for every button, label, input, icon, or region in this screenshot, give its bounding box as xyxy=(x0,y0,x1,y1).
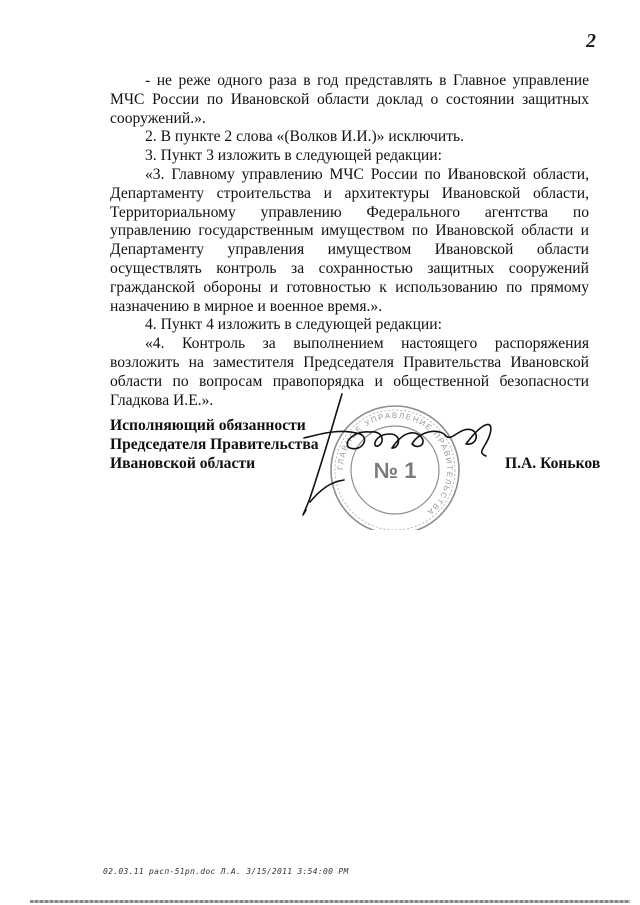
file-footer: 02.03.11 расп-51рп.doc Л.А. 3/15/2011 3:54:00 PM xyxy=(103,867,349,876)
bottom-scan-edge xyxy=(30,900,630,903)
seal-ring-text: ГЛАВНОЕ УПРАВЛЕНИЕ ПРАВИТЕЛЬСТВА xyxy=(335,410,455,518)
stamp-and-signature xyxy=(290,390,530,530)
signatory-title-line-1: Исполняющий обязанности xyxy=(110,417,306,434)
page-number: 2 xyxy=(586,30,596,52)
paragraph-6: «4. Контроль за выполнением настоящего распоряжения возложить на заместителя Председателя Правительства Ивановской области по вопросам правопорядка и общественной безопасности Гладкова И.Е.». xyxy=(110,335,589,409)
paragraph-1: - не реже одного раза в год представлять в Главное управление МЧС России по Ивановской области доклад о состоянии защитных сооружений.». xyxy=(110,72,589,127)
signatory-name: П.А. Коньков xyxy=(505,455,601,472)
seal-number: № 1 xyxy=(373,458,417,483)
paragraph-5: 4. Пункт 4 изложить в следующей редакции: xyxy=(145,316,442,334)
document-body xyxy=(110,72,589,410)
signatory-title-line-3: Ивановской области xyxy=(110,454,256,472)
paragraph-2: 2. В пункте 2 слова «(Волков И.И.)» исключить. xyxy=(145,128,465,146)
paragraph-3: 3. Пункт 3 изложить в следующей редакции: xyxy=(145,147,442,165)
paragraph-4: «3. Главному управлению МЧС России по Ивановской области, Департаменту строительства и архитектуры Ивановской области, Территориальному управлению Федерального агентства по управлению государственным имуществом по Ивановской области и Департаменту управления имуществом Ивановской области осуществлять контроль за сохранностью защитных сооружений гражданской обороны и готовностью к использованию по прямому назначению в мирное и военное время.». xyxy=(110,165,589,315)
signature-block xyxy=(110,417,319,473)
signatory-title-line-2: Председателя Правительства xyxy=(110,435,319,453)
